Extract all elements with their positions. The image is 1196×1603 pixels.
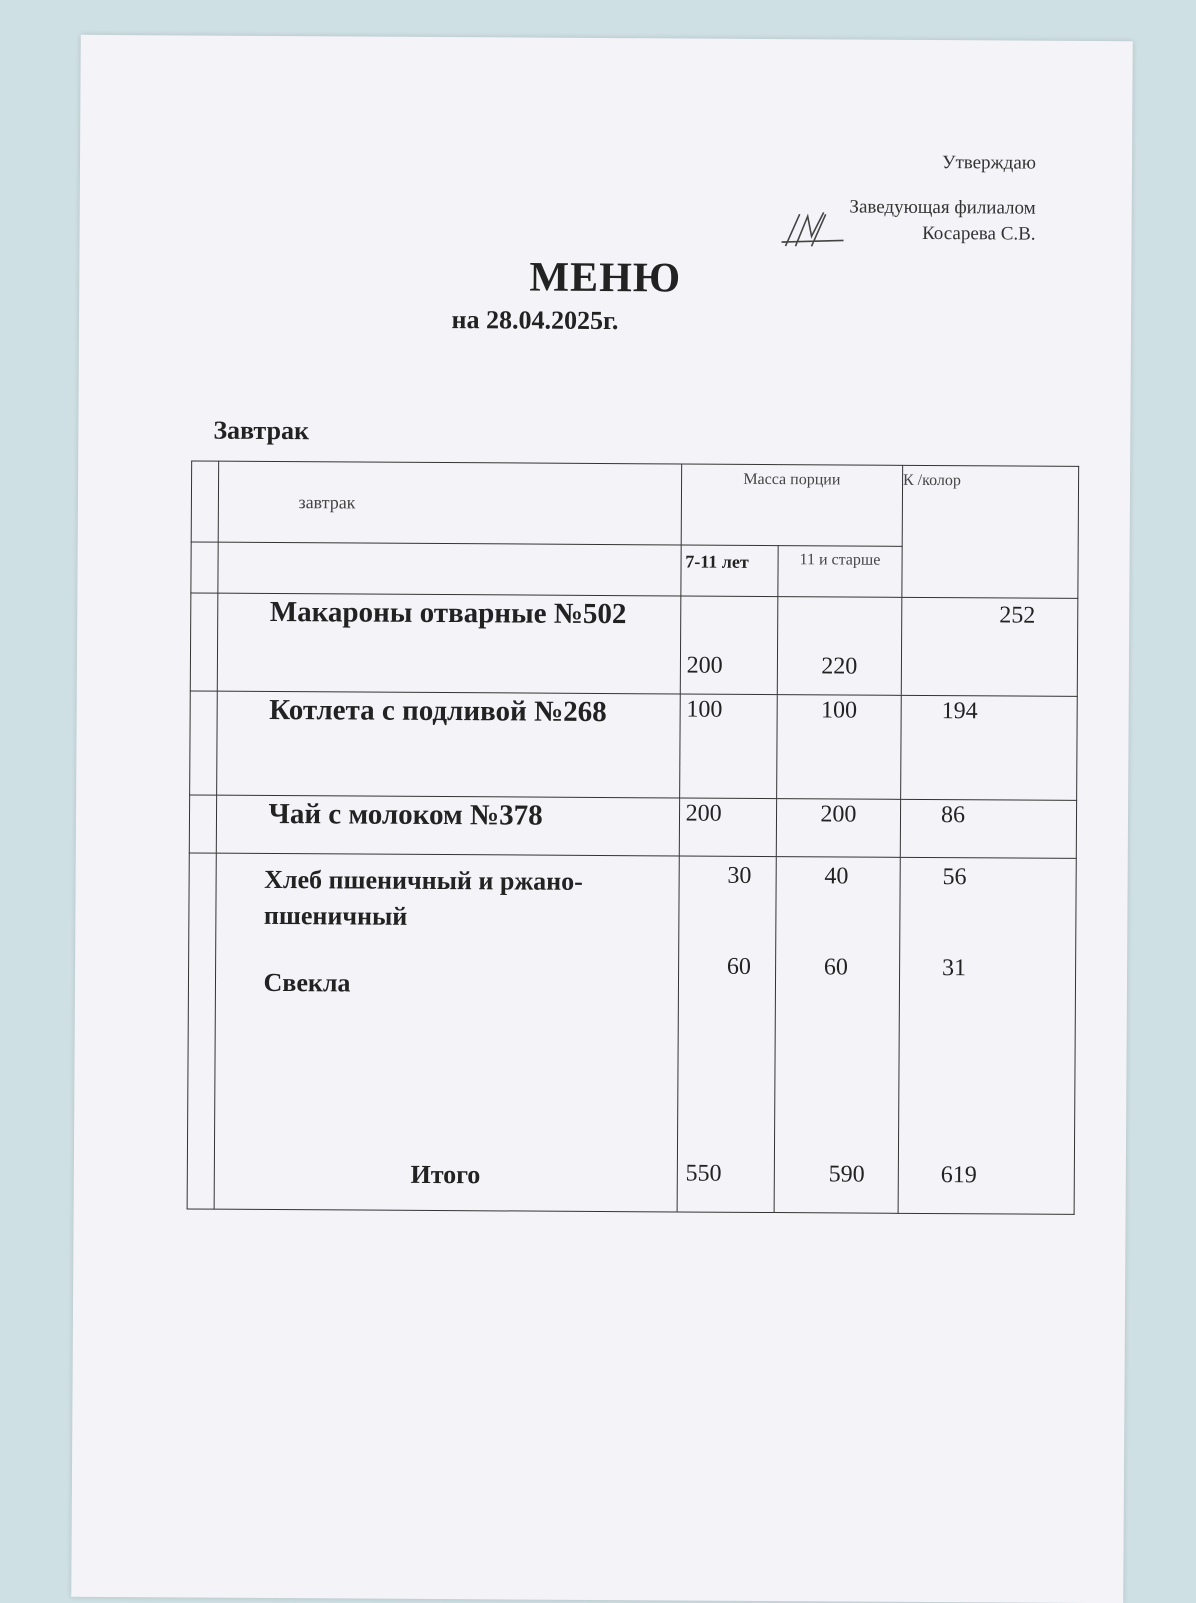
header-k: К /колор: [902, 465, 1079, 598]
kcal: 86: [900, 799, 1076, 858]
portion-b-cell: [774, 857, 900, 1214]
index-cell: [189, 795, 216, 853]
portion-a-cell: [677, 856, 776, 1213]
total-a: 550: [685, 1160, 722, 1187]
table-header-row: [191, 461, 1078, 547]
kcal: 56: [942, 864, 967, 891]
header-name: завтрак: [218, 461, 682, 545]
signature-mark: [777, 206, 847, 256]
table-row: [189, 795, 1076, 858]
approver-position: Заведующая филиалом: [849, 196, 1036, 219]
kcal: 252: [901, 597, 1078, 696]
page-title: МЕНЮ: [529, 254, 682, 302]
kcal: 194: [901, 695, 1078, 800]
portion-b: 220: [777, 597, 902, 696]
dish-name: Свекла: [263, 967, 351, 998]
empty-cell: [217, 542, 680, 596]
index-cell: [190, 593, 217, 691]
paper-sheet: [71, 35, 1133, 1603]
dish-name: Хлеб пшеничный и ржано-пшеничный: [263, 864, 583, 932]
header-age-b: 11 и старше: [778, 546, 902, 598]
portion-b: 100: [776, 695, 901, 800]
index-cell: [191, 542, 218, 593]
kcal-cell: [898, 857, 1076, 1214]
menu-date: на 28.04.2025г.: [451, 305, 619, 336]
portion-b: 60: [823, 954, 848, 981]
menu-table: [187, 460, 1080, 1214]
section-title: Завтрак: [213, 415, 310, 446]
extra-dishes-cell: [214, 853, 679, 1212]
total-k: 619: [940, 1162, 977, 1189]
dish-name: Чай с молоком №378: [216, 795, 679, 856]
portion-a: 60: [726, 953, 751, 980]
portion-a: 200: [680, 596, 778, 695]
total-label: Итого: [410, 1159, 481, 1190]
dish-name: Макароны отварные №502: [217, 593, 681, 694]
portion-b: 40: [824, 863, 849, 890]
dish-name: Котлета с подливой №268: [216, 691, 680, 798]
index-cell: [191, 461, 218, 542]
index-cell: [187, 853, 216, 1209]
portion-a: 200: [679, 798, 776, 857]
table-row: [190, 691, 1078, 800]
portion-a: 30: [727, 862, 752, 889]
header-age-a: 7-11 лет: [681, 545, 778, 597]
approver-name: Косарева С.В.: [922, 223, 1036, 245]
approval-block: [849, 150, 1036, 249]
kcal: 31: [941, 955, 967, 982]
signature-row: [849, 221, 1035, 249]
total-b: 590: [828, 1161, 865, 1188]
approval-heading: Утверждаю: [941, 152, 1037, 174]
table-row-extra: [187, 853, 1076, 1214]
portion-a: 100: [679, 694, 777, 799]
page-title-block: [79, 251, 1131, 339]
header-mass: Масса порции: [681, 464, 903, 546]
table-row: [190, 593, 1078, 696]
index-cell: [190, 691, 217, 795]
portion-b: 200: [776, 799, 900, 858]
